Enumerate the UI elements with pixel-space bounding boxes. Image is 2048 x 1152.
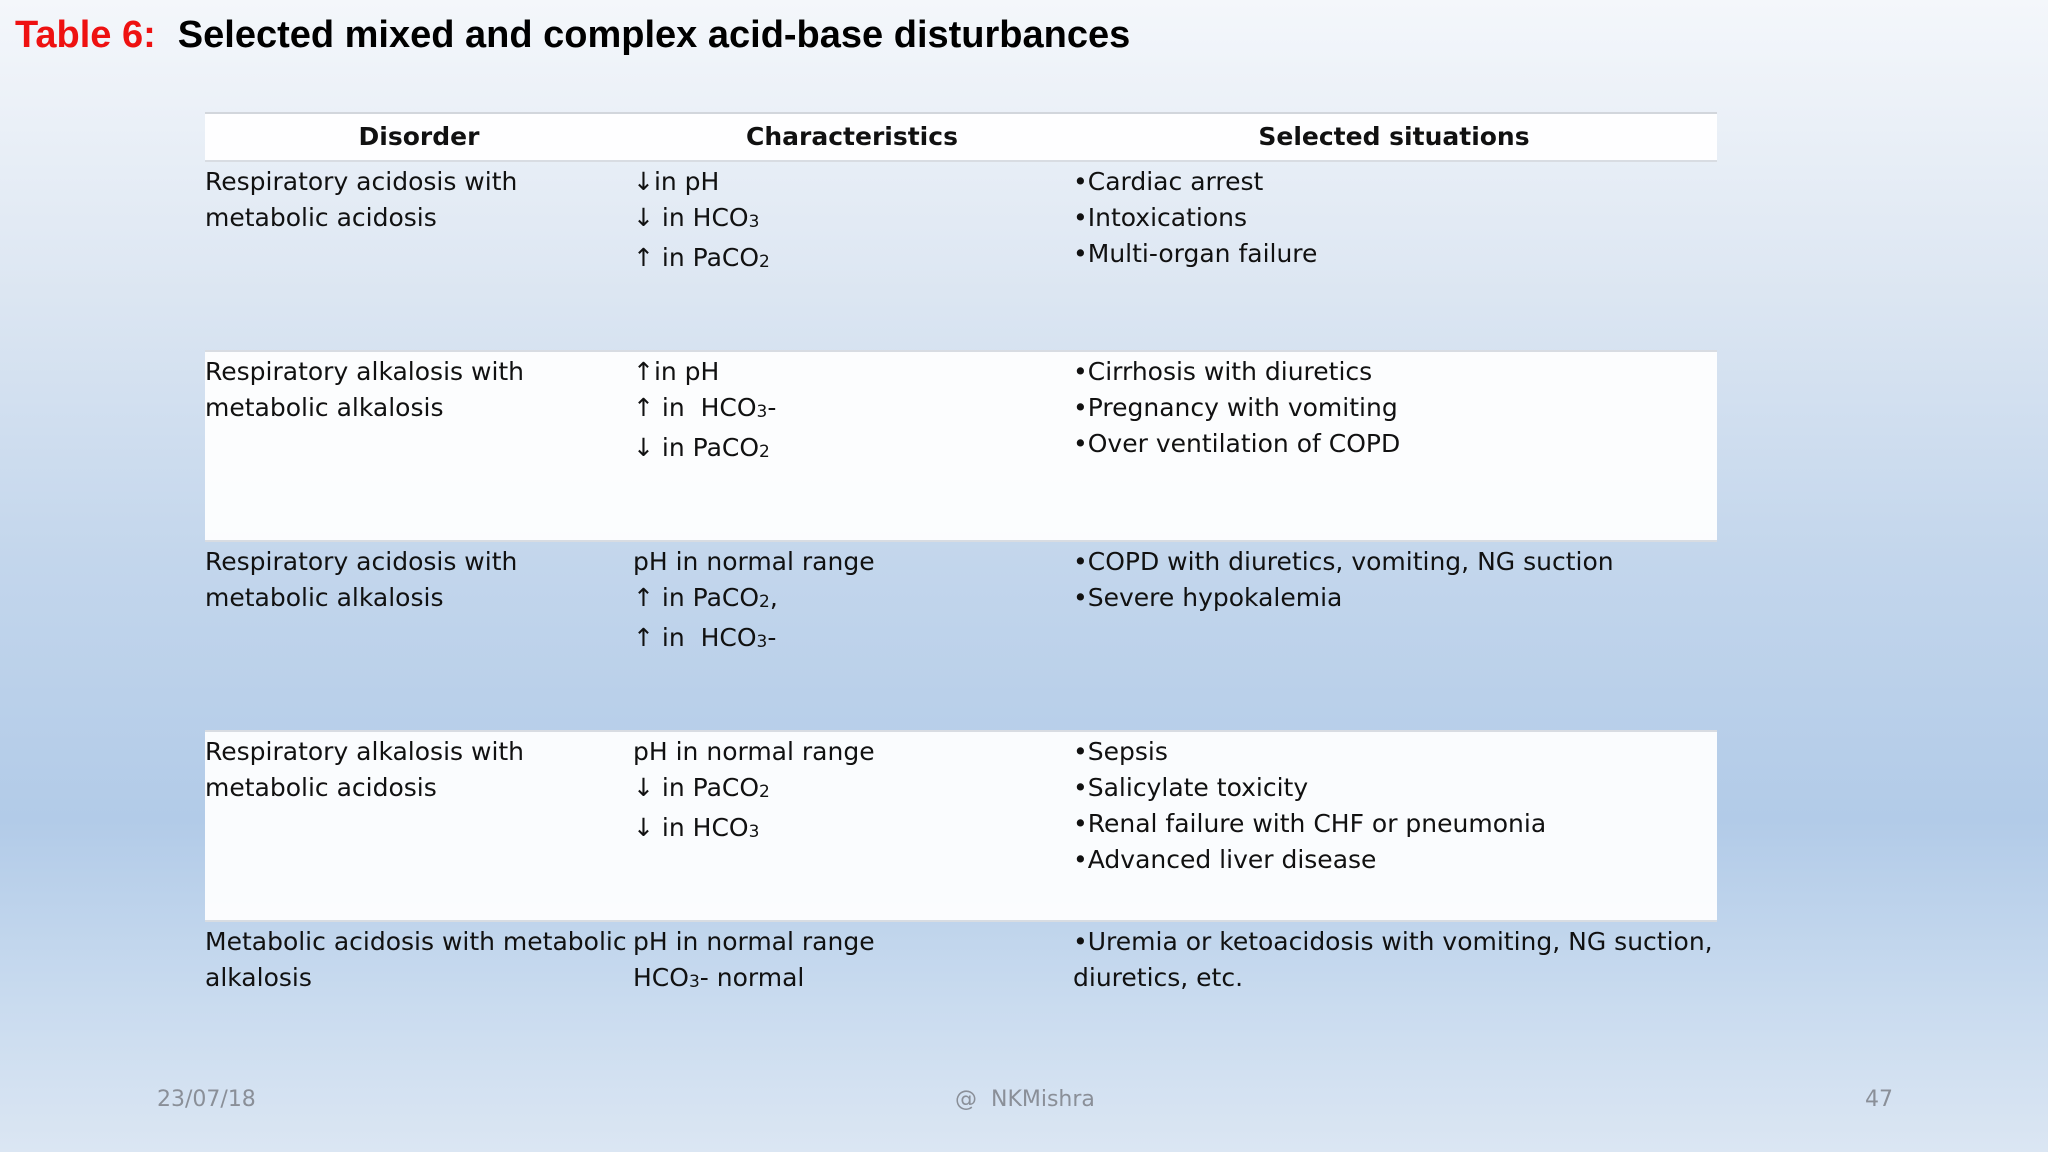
table-header-row bbox=[205, 114, 1717, 162]
characteristic-prefix: ↓ in bbox=[633, 813, 693, 842]
chemical-symbol: PaCO bbox=[692, 583, 760, 612]
chemical-symbol: HCO bbox=[700, 623, 757, 652]
table-row bbox=[205, 920, 1717, 1040]
disorder-line: Metabolic acidosis with metabolic bbox=[205, 927, 627, 956]
disorder-cell bbox=[205, 544, 633, 730]
characteristic-prefix: pH in normal range bbox=[633, 927, 875, 956]
characteristics-cell bbox=[633, 924, 1071, 1040]
situation-item: •Multi-organ failure bbox=[1073, 239, 1318, 268]
chemical-subscript: 3 bbox=[688, 972, 700, 992]
acid-base-table bbox=[205, 112, 1717, 1040]
situations-cell bbox=[1071, 164, 1717, 350]
characteristic-line bbox=[633, 620, 1071, 660]
characteristic-line bbox=[633, 200, 1071, 240]
characteristic-line bbox=[633, 430, 1071, 470]
situations-cell bbox=[1071, 924, 1717, 1040]
characteristic-prefix: pH in normal range bbox=[633, 547, 875, 576]
chemical-suffix: , bbox=[769, 583, 778, 612]
disorder-line: metabolic alkalosis bbox=[205, 583, 444, 612]
characteristics-cell bbox=[633, 354, 1071, 540]
characteristic-line bbox=[633, 810, 1071, 850]
chemical-symbol: HCO bbox=[700, 393, 757, 422]
disorder-line: Respiratory acidosis with bbox=[205, 547, 518, 576]
disorder-cell bbox=[205, 354, 633, 540]
characteristic-line bbox=[633, 734, 1071, 770]
characteristics-cell bbox=[633, 734, 1071, 920]
characteristic-prefix: ↓ in bbox=[633, 773, 693, 802]
disorder-cell bbox=[205, 734, 633, 920]
characteristic-prefix: ↑ in bbox=[633, 623, 701, 652]
chemical-symbol: PaCO bbox=[692, 773, 760, 802]
chemical-symbol: HCO bbox=[633, 963, 689, 992]
disorder-line: alkalosis bbox=[205, 963, 312, 992]
situation-item: •Uremia or ketoacidosis with vomiting, NG suction, bbox=[1073, 927, 1713, 956]
disorder-cell bbox=[205, 924, 633, 1040]
situation-item: •Renal failure with CHF or pneumonia bbox=[1073, 809, 1547, 838]
situation-item: •Intoxications bbox=[1073, 203, 1248, 232]
footer-author: @ NKMishra bbox=[955, 1087, 1095, 1112]
chemical-subscript: 2 bbox=[759, 782, 770, 802]
disorder-line: Respiratory acidosis with bbox=[205, 167, 518, 196]
slide-number: 47 bbox=[1865, 1087, 1893, 1112]
chemical-symbol: PaCO bbox=[692, 433, 760, 462]
situation-item: •Sepsis bbox=[1073, 737, 1168, 766]
disorder-cell bbox=[205, 164, 633, 350]
situation-item: •Over ventilation of COPD bbox=[1073, 429, 1401, 458]
characteristic-line bbox=[633, 354, 1071, 390]
footer-date: 23/07/18 bbox=[157, 1087, 256, 1112]
situation-item: •Pregnancy with vomiting bbox=[1073, 393, 1398, 422]
characteristic-line bbox=[633, 924, 1071, 960]
disorder-line: Respiratory alkalosis with bbox=[205, 357, 525, 386]
characteristic-line bbox=[633, 240, 1071, 280]
characteristics-cell bbox=[633, 164, 1071, 350]
disorder-line: Respiratory alkalosis with bbox=[205, 737, 525, 766]
chemical-subscript: 3 bbox=[756, 402, 768, 422]
situation-item: •Advanced liver disease bbox=[1073, 845, 1377, 874]
chemical-subscript: 3 bbox=[756, 632, 768, 652]
table-row bbox=[205, 350, 1717, 540]
characteristic-prefix: ↑ in bbox=[633, 243, 693, 272]
characteristic-line bbox=[633, 390, 1071, 430]
characteristics-cell bbox=[633, 544, 1071, 730]
characteristic-prefix: ↑in pH bbox=[633, 357, 720, 386]
characteristic-prefix: pH in normal range bbox=[633, 737, 875, 766]
characteristic-line bbox=[633, 544, 1071, 580]
situations-cell bbox=[1071, 734, 1717, 920]
table-caption: Selected mixed and complex acid-base disturbances bbox=[177, 14, 1131, 56]
characteristic-prefix: ↓ in bbox=[633, 433, 693, 462]
situations-cell bbox=[1071, 544, 1717, 730]
disorder-line: metabolic acidosis bbox=[205, 773, 437, 802]
characteristic-line bbox=[633, 580, 1071, 620]
characteristic-prefix: ↑ in bbox=[633, 393, 701, 422]
slide-title bbox=[15, 12, 1130, 58]
table-row bbox=[205, 162, 1717, 350]
characteristic-line bbox=[633, 770, 1071, 810]
characteristic-line bbox=[633, 960, 1071, 1000]
chemical-symbol: HCO bbox=[692, 203, 749, 232]
situation-item: •Salicylate toxicity bbox=[1073, 773, 1309, 802]
characteristic-prefix: ↑ in bbox=[633, 583, 693, 612]
header-selected-situations: Selected situations bbox=[1258, 122, 1530, 151]
situation-item: •Severe hypokalemia bbox=[1073, 583, 1343, 612]
situation-item: •Cardiac arrest bbox=[1073, 167, 1264, 196]
situation-item: diuretics, etc. bbox=[1073, 963, 1244, 992]
chemical-suffix: - normal bbox=[699, 963, 805, 992]
table-row bbox=[205, 730, 1717, 920]
characteristic-line bbox=[633, 164, 1071, 200]
chemical-symbol: HCO bbox=[692, 813, 749, 842]
chemical-subscript: 3 bbox=[748, 212, 760, 232]
header-disorder: Disorder bbox=[358, 122, 480, 151]
chemical-subscript: 2 bbox=[759, 592, 770, 612]
chemical-subscript: 2 bbox=[759, 252, 770, 272]
situation-item: •Cirrhosis with diuretics bbox=[1073, 357, 1373, 386]
table-row bbox=[205, 540, 1717, 730]
situation-item: •COPD with diuretics, vomiting, NG suction bbox=[1073, 547, 1614, 576]
chemical-subscript: 2 bbox=[759, 442, 770, 462]
disorder-line: metabolic acidosis bbox=[205, 203, 437, 232]
table-number-label: Table 6: bbox=[15, 14, 156, 56]
chemical-suffix: - bbox=[767, 623, 777, 652]
chemical-suffix: - bbox=[767, 393, 777, 422]
situations-cell bbox=[1071, 354, 1717, 540]
chemical-symbol: PaCO bbox=[692, 243, 760, 272]
characteristic-prefix: ↓in pH bbox=[633, 167, 720, 196]
characteristic-prefix: ↓ in bbox=[633, 203, 693, 232]
chemical-subscript: 3 bbox=[748, 822, 760, 842]
disorder-line: metabolic alkalosis bbox=[205, 393, 444, 422]
header-characteristics: Characteristics bbox=[746, 122, 958, 151]
